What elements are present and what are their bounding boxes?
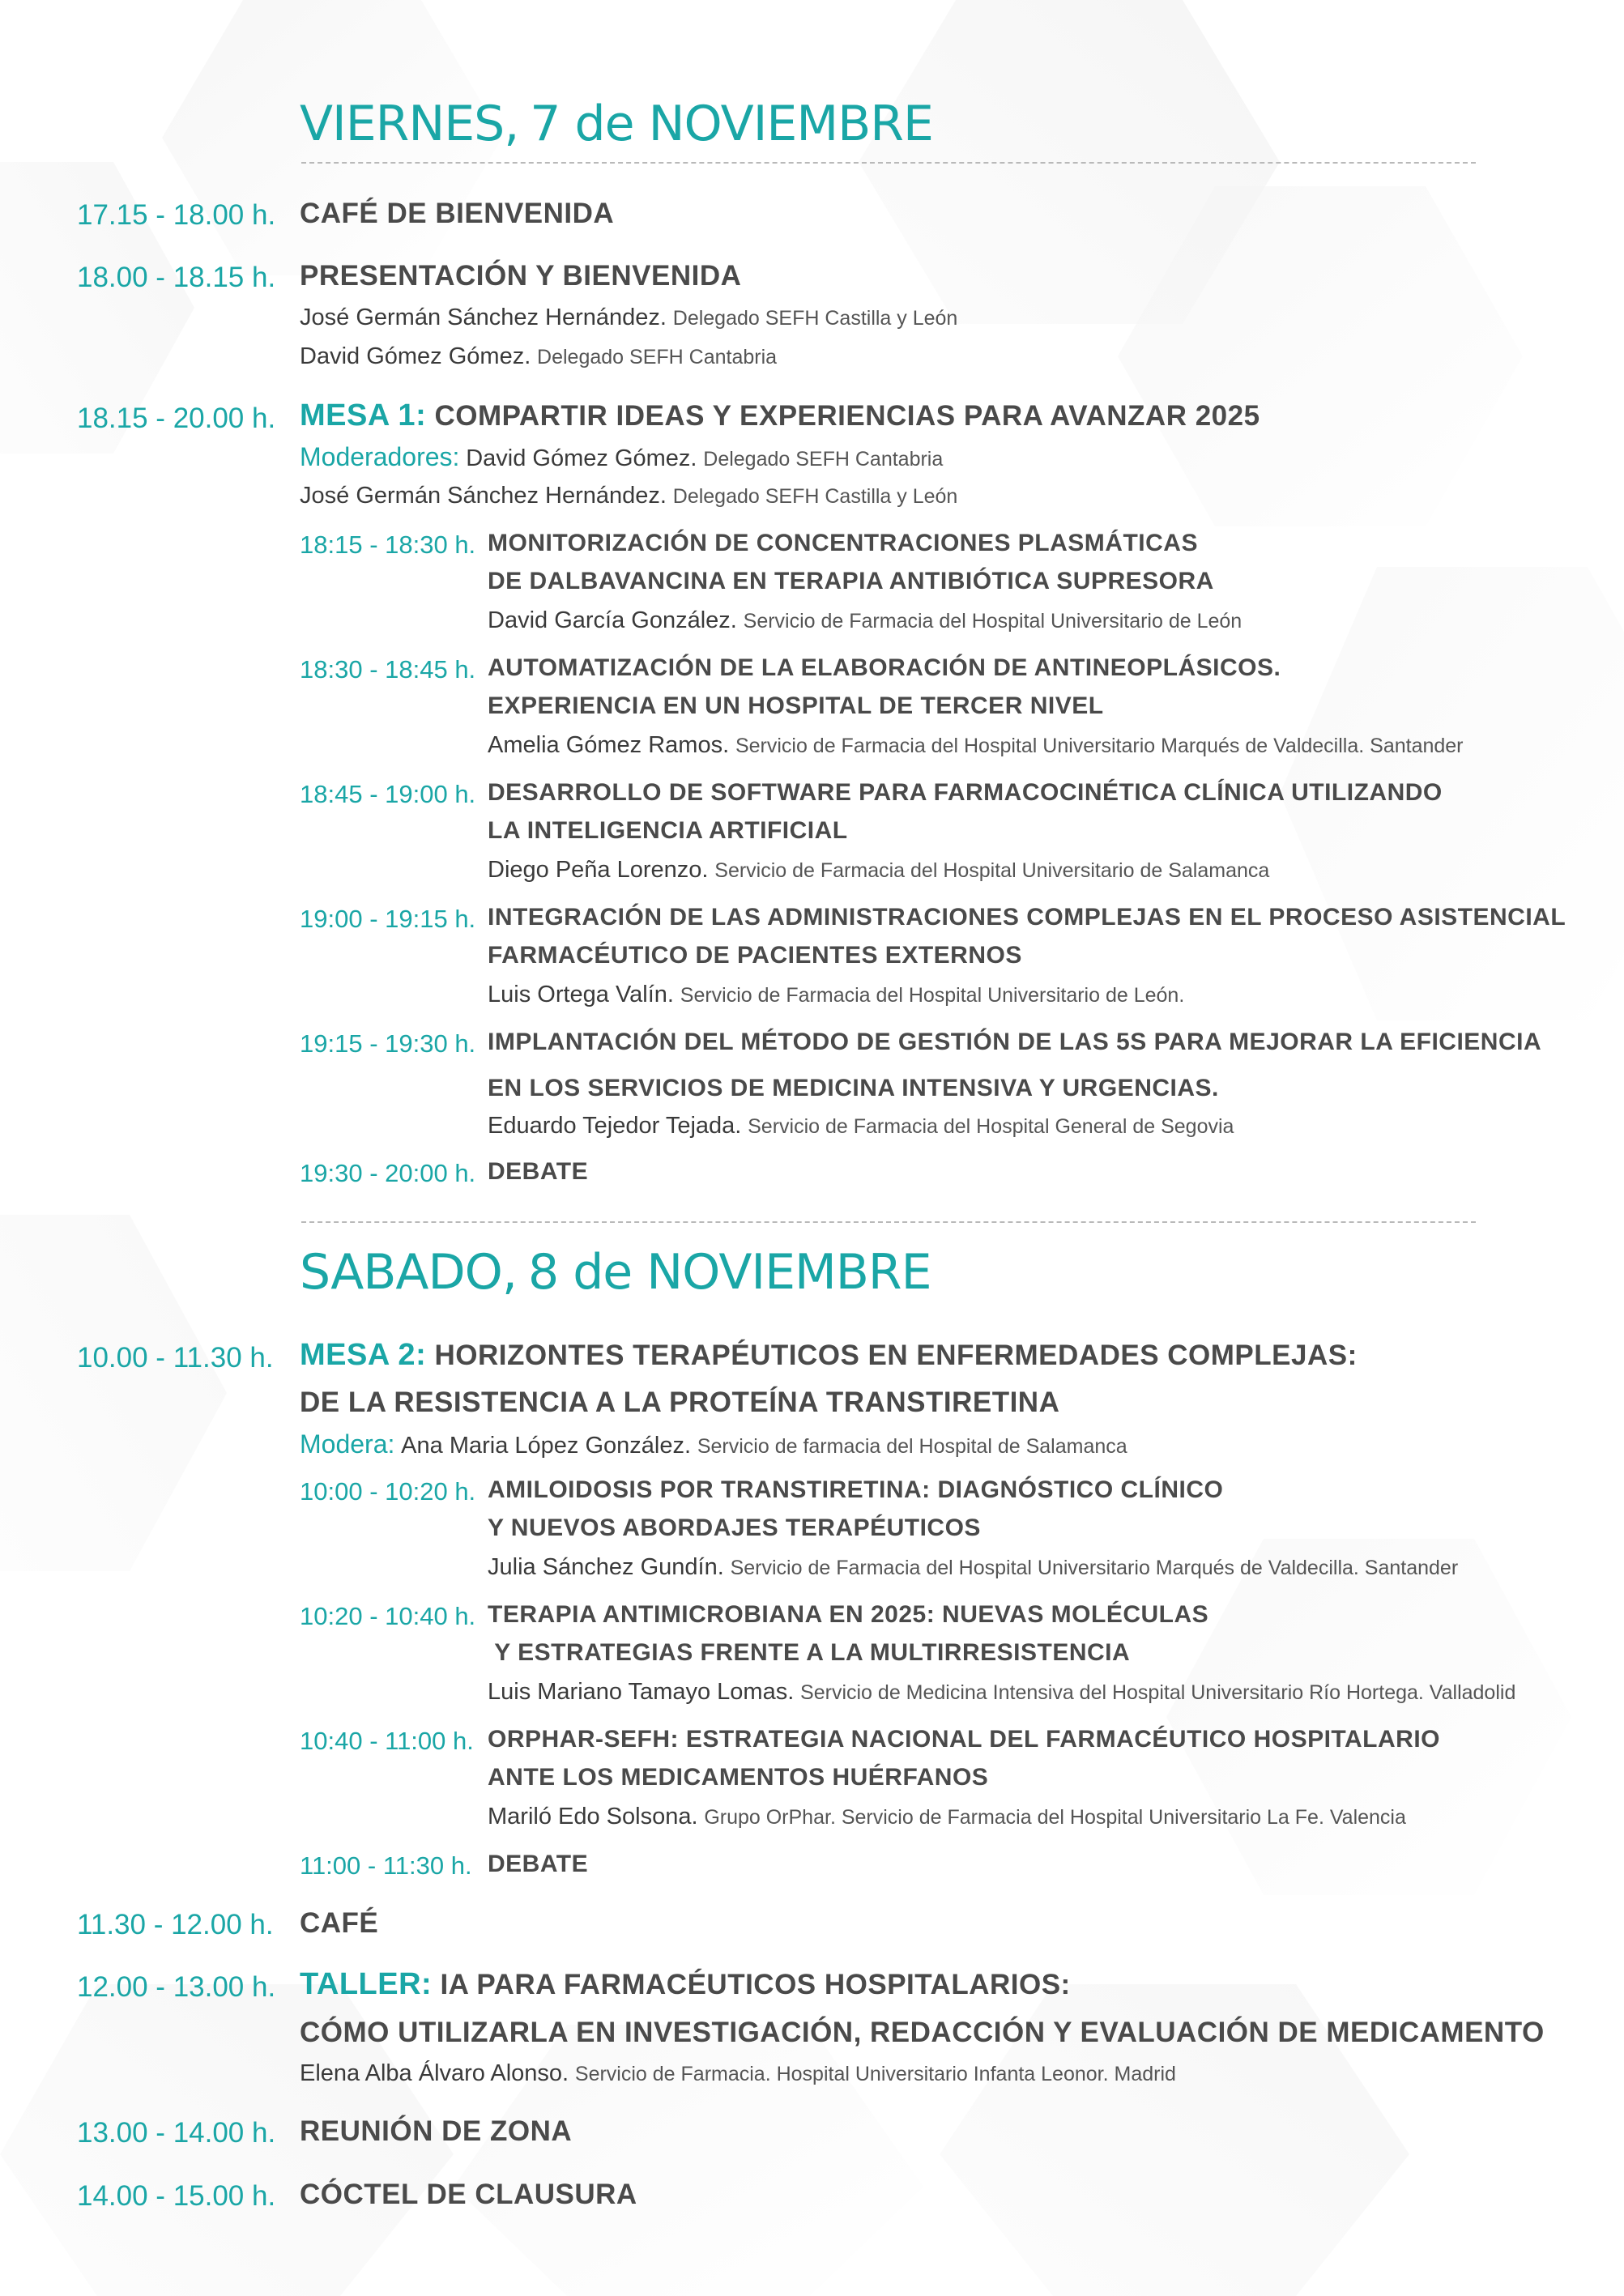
presentacion-person-1: José Germán Sánchez Hernández. Delegado SEFH Castilla y León bbox=[300, 305, 958, 330]
talk-time: 18:30 - 18:45 h. bbox=[300, 655, 476, 684]
title-cafe2: CAFÉ bbox=[300, 1907, 379, 1939]
title-mesa2-line2: DE LA RESISTENCIA A LA PROTEÍNA TRANSTIRETINA bbox=[300, 1387, 1060, 1418]
talk-title-line1: AMILOIDOSIS POR TRANSTIRETINA: DIAGNÓSTICO CLÍNICO bbox=[488, 1476, 1224, 1503]
talk-title-line2: LA INTELIGENCIA ARTIFICIAL bbox=[488, 817, 848, 844]
time-mesa2: 10.00 - 11.30 h. bbox=[77, 1342, 274, 1374]
talk-title-line1: TERAPIA ANTIMICROBIANA EN 2025: NUEVAS MOLÉCULAS bbox=[488, 1601, 1209, 1628]
talk-title-line2: FARMACÉUTICO DE PACIENTES EXTERNOS bbox=[488, 942, 1022, 969]
talk-title-line1: DESARROLLO DE SOFTWARE PARA FARMACOCINÉTICA CLÍNICA UTILIZANDO bbox=[488, 779, 1443, 806]
talk-time: 19:15 - 19:30 h. bbox=[300, 1029, 476, 1058]
talk-speaker: Amelia Gómez Ramos. Servicio de Farmacia del Hospital Universitario Marqués de Valdecilla. Santander bbox=[488, 732, 1464, 758]
talk-title-line2: EN LOS SERVICIOS DE MEDICINA INTENSIVA Y URGENCIAS. bbox=[488, 1075, 1219, 1101]
mesa2-moderator: Modera: Ana Maria López González. Servicio de farmacia del Hospital de Salamanca bbox=[300, 1429, 1127, 1459]
day2-heading bbox=[300, 1244, 931, 1301]
time-mesa1: 18.15 - 20.00 h. bbox=[77, 403, 276, 434]
talk-speaker: David García González. Servicio de Farmacia del Hospital Universitario de León bbox=[488, 607, 1243, 633]
talk-title-debate: DEBATE bbox=[488, 1158, 589, 1185]
day1-name: VIERNES, bbox=[300, 96, 519, 152]
talk-title-line1: IMPLANTACIÓN DEL MÉTODO DE GESTIÓN DE LAS 5S PARA MEJORAR LA EFICIENCIA bbox=[488, 1029, 1542, 1055]
day1-heading bbox=[300, 96, 933, 152]
day2-name: SABADO, bbox=[300, 1244, 517, 1301]
divider bbox=[301, 162, 1476, 164]
talk-title-line1: INTEGRACIÓN DE LAS ADMINISTRACIONES COMPLEJAS EN EL PROCESO ASISTENCIAL bbox=[488, 904, 1566, 931]
day1-date: 7 de bbox=[530, 96, 634, 152]
mesa1-moderator-1: Moderadores: David Gómez Gómez. Delegado SEFH Cantabria bbox=[300, 442, 944, 471]
title-cafe1: CAFÉ DE BIENVENIDA bbox=[300, 198, 615, 229]
time-cafe2: 11.30 - 12.00 h. bbox=[77, 1909, 274, 1940]
time-cafe1: 17.15 - 18.00 h. bbox=[77, 199, 276, 231]
talk-time: 11:00 - 11:30 h. bbox=[300, 1851, 472, 1880]
time-taller: 12.00 - 13.00 h. bbox=[77, 1971, 276, 2003]
talk-title-debate: DEBATE bbox=[488, 1851, 589, 1877]
title-presentacion: PRESENTACIÓN Y BIENVENIDA bbox=[300, 260, 742, 292]
title-taller: TALLER: IA PARA FARMACÉUTICOS HOSPITALARIOS: bbox=[300, 1967, 1071, 2001]
talk-title-line1: AUTOMATIZACIÓN DE LA ELABORACIÓN DE ANTINEOPLÁSICOS. bbox=[488, 654, 1281, 681]
talk-time: 10:20 - 10:40 h. bbox=[300, 1602, 476, 1630]
title-reunion: REUNIÓN DE ZONA bbox=[300, 2115, 573, 2147]
title-coctel: CÓCTEL DE CLAUSURA bbox=[300, 2179, 637, 2210]
talk-title-line2: ANTE LOS MEDICAMENTOS HUÉRFANOS bbox=[488, 1764, 989, 1791]
talk-time: 10:00 - 10:20 h. bbox=[300, 1477, 476, 1506]
talk-speaker: Luis Mariano Tamayo Lomas. Servicio de Medicina Intensiva del Hospital Universitario Río Hortega. Valladolid bbox=[488, 1679, 1516, 1705]
day2-month: NOVIEMBRE bbox=[646, 1244, 931, 1301]
talk-title-line1: ORPHAR-SEFH: ESTRATEGIA NACIONAL DEL FARMACÉUTICO HOSPITALARIO bbox=[488, 1726, 1441, 1753]
day2-date: 8 de bbox=[527, 1244, 633, 1301]
talk-time: 19:00 - 19:15 h. bbox=[300, 905, 476, 933]
talk-time: 18:15 - 18:30 h. bbox=[300, 530, 476, 559]
time-coctel: 14.00 - 15.00 h. bbox=[77, 2180, 276, 2212]
taller-speaker: Elena Alba Álvaro Alonso. Servicio de Farmacia. Hospital Universitario Infanta Leonor. Madrid bbox=[300, 2060, 1176, 2086]
talk-time: 10:40 - 11:00 h. bbox=[300, 1727, 474, 1755]
talk-title-line1: MONITORIZACIÓN DE CONCENTRACIONES PLASMÁTICAS bbox=[488, 530, 1198, 556]
day1-month: NOVIEMBRE bbox=[648, 96, 933, 152]
talk-title-line2: DE DALBAVANCINA EN TERAPIA ANTIBIÓTICA SUPRESORA bbox=[488, 568, 1214, 594]
title-taller-line2: CÓMO UTILIZARLA EN INVESTIGACIÓN, REDACCIÓN Y EVALUACIÓN DE MEDICAMENTO bbox=[300, 2017, 1545, 2048]
time-reunion: 13.00 - 14.00 h. bbox=[77, 2117, 276, 2149]
talk-speaker: Luis Ortega Valín. Servicio de Farmacia del Hospital Universitario de León. bbox=[488, 982, 1185, 1007]
talk-title-line2: EXPERIENCIA EN UN HOSPITAL DE TERCER NIVEL bbox=[488, 692, 1104, 719]
divider bbox=[301, 1221, 1476, 1223]
presentacion-person-2: David Gómez Gómez. Delegado SEFH Cantabria bbox=[300, 343, 778, 369]
title-mesa1: MESA 1: COMPARTIR IDEAS Y EXPERIENCIAS PARA AVANZAR 2025 bbox=[300, 398, 1260, 432]
talk-time: 18:45 - 19:00 h. bbox=[300, 780, 476, 808]
talk-speaker: Mariló Edo Solsona. Grupo OrPhar. Servicio de Farmacia del Hospital Universitario La Fe. Valencia bbox=[488, 1804, 1406, 1830]
talk-time: 19:30 - 20:00 h. bbox=[300, 1159, 476, 1187]
talk-speaker: Eduardo Tejedor Tejada. Servicio de Farmacia del Hospital General de Segovia bbox=[488, 1113, 1234, 1139]
mesa1-moderator-2: José Germán Sánchez Hernández. Delegado SEFH Castilla y León bbox=[300, 483, 958, 509]
time-presentacion: 18.00 - 18.15 h. bbox=[77, 262, 276, 293]
talk-title-line2: Y NUEVOS ABORDAJES TERAPÉUTICOS bbox=[488, 1514, 981, 1541]
talk-speaker: Julia Sánchez Gundín. Servicio de Farmacia del Hospital Universitario Marqués de Valdecilla. Santander bbox=[488, 1554, 1459, 1580]
title-mesa2: MESA 2: HORIZONTES TERAPÉUTICOS EN ENFERMEDADES COMPLEJAS: bbox=[300, 1338, 1358, 1372]
talk-title-line2: Y ESTRATEGIAS FRENTE A LA MULTIRRESISTENCIA bbox=[488, 1639, 1131, 1666]
talk-speaker: Diego Peña Lorenzo. Servicio de Farmacia del Hospital Universitario de Salamanca bbox=[488, 857, 1270, 883]
